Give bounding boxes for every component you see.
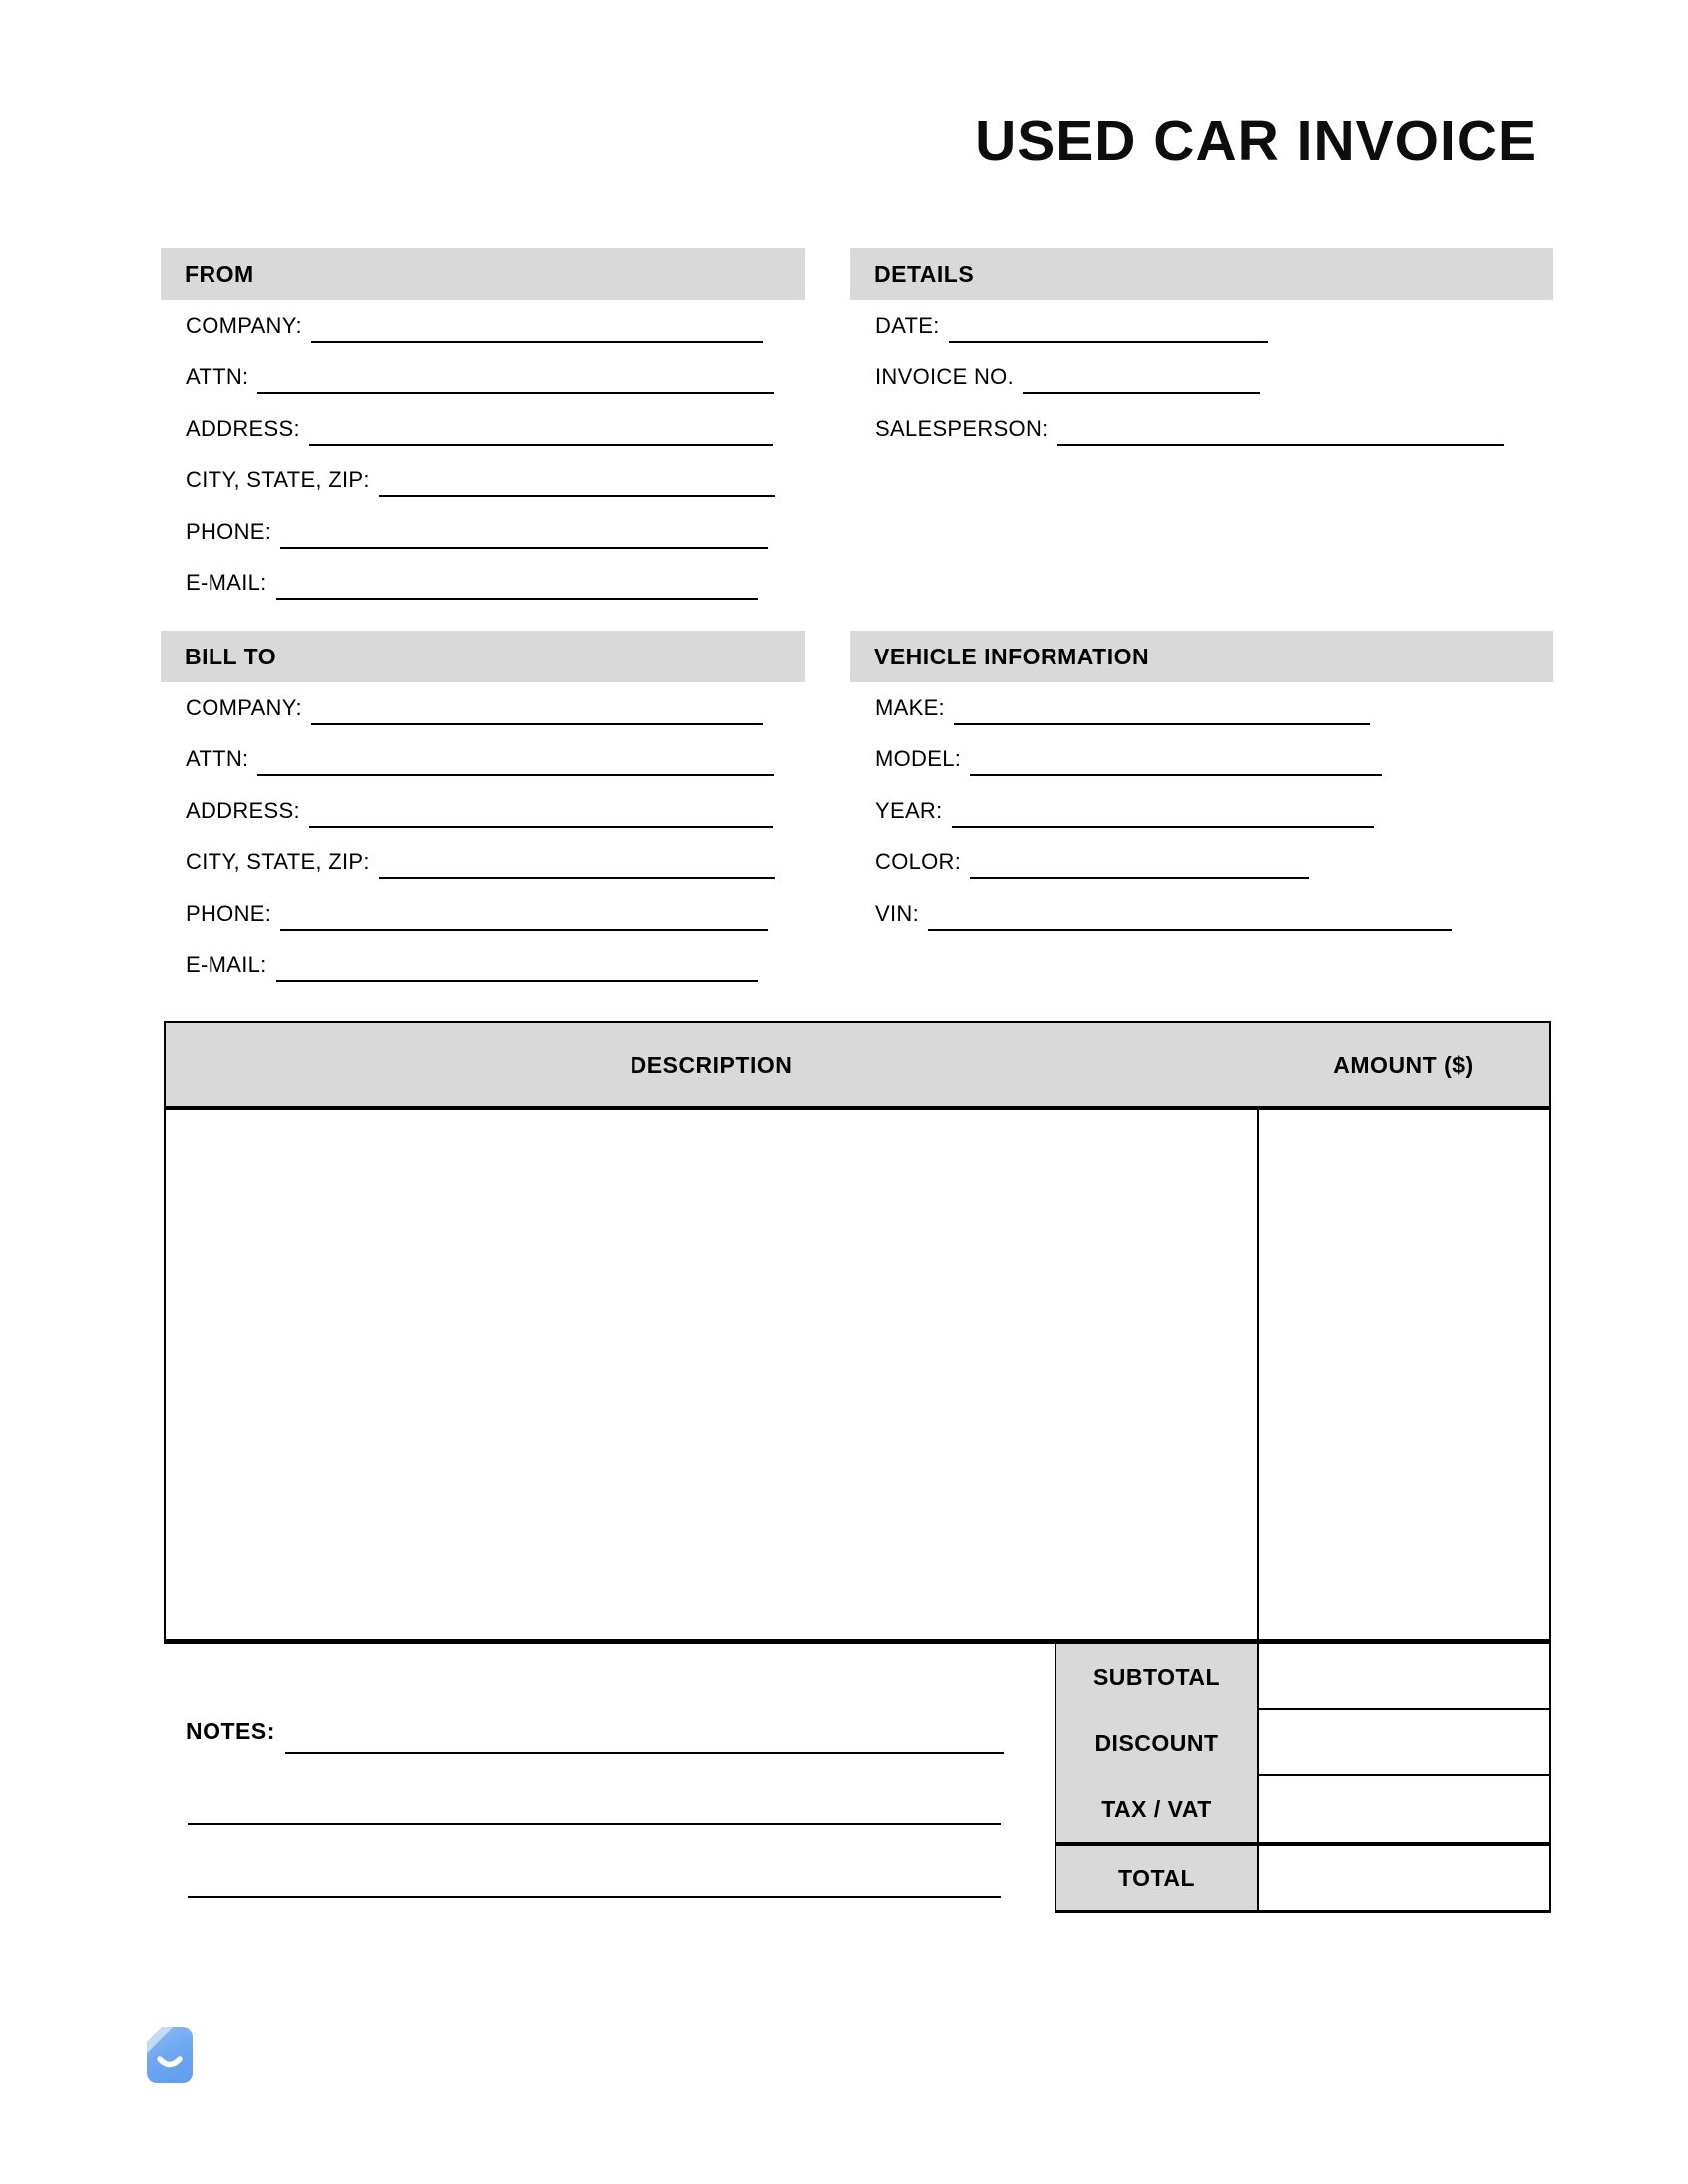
field-label: DATE: — [875, 312, 940, 338]
field-invoice-no — [850, 352, 1553, 404]
field-from-address — [161, 403, 805, 455]
field-label: MAKE: — [875, 694, 945, 720]
field-year — [850, 785, 1553, 837]
field-label: ATTN: — [186, 364, 249, 390]
field-model-input-line[interactable] — [970, 774, 1382, 776]
items-table-body — [166, 1110, 1549, 1639]
field-vin — [850, 888, 1553, 940]
subtotal-value-cell[interactable] — [1257, 1644, 1549, 1710]
notes-input-line-1[interactable] — [285, 1752, 1004, 1754]
field-salesperson — [850, 403, 1553, 455]
totals-row-total — [1056, 1842, 1549, 1910]
totals-row-discount — [1056, 1710, 1549, 1776]
section-header-from: FROM — [161, 248, 805, 300]
totals-table — [1055, 1644, 1551, 1913]
field-date-input-line[interactable] — [949, 341, 1268, 343]
subtotal-label: SUBTOTAL — [1056, 1644, 1257, 1710]
discount-value-cell[interactable] — [1257, 1710, 1549, 1776]
field-billto-address-input-line[interactable] — [309, 826, 773, 828]
field-billto-address — [161, 785, 805, 837]
field-date — [850, 300, 1553, 352]
field-label: MODEL: — [875, 746, 962, 772]
notes-input-line-2[interactable] — [188, 1823, 1001, 1825]
field-from-company-input-line[interactable] — [311, 341, 763, 343]
field-vin-input-line[interactable] — [928, 929, 1452, 931]
field-label: CITY, STATE, ZIP: — [186, 467, 370, 493]
field-from-address-input-line[interactable] — [309, 444, 773, 446]
field-label: YEAR: — [875, 797, 943, 823]
field-from-city-state-zip — [161, 455, 805, 507]
field-billto-phone — [161, 888, 805, 940]
tax-vat-label: TAX / VAT — [1056, 1776, 1257, 1842]
field-year-input-line[interactable] — [952, 826, 1374, 828]
document-smile-logo — [147, 2027, 193, 2083]
field-invoice-no-input-line[interactable] — [1023, 392, 1260, 394]
total-label: TOTAL — [1056, 1846, 1257, 1910]
notes-label: NOTES: — [186, 1717, 275, 1744]
notes-input-line-3[interactable] — [188, 1896, 1001, 1898]
totals-row-subtotal — [1056, 1644, 1549, 1710]
items-table — [164, 1021, 1551, 1644]
field-model — [850, 734, 1553, 786]
description-column-header: DESCRIPTION — [630, 1051, 793, 1078]
field-label: CITY, STATE, ZIP: — [186, 849, 370, 875]
section-details — [850, 248, 1553, 455]
field-billto-company — [161, 682, 805, 734]
section-header-details: DETAILS — [850, 248, 1553, 300]
field-label: PHONE: — [186, 518, 272, 544]
field-label: ATTN: — [186, 746, 249, 772]
total-value-cell[interactable] — [1257, 1846, 1549, 1910]
amount-cell-empty[interactable] — [1257, 1110, 1549, 1639]
field-billto-company-input-line[interactable] — [311, 723, 763, 725]
field-label: COMPANY: — [186, 694, 302, 720]
field-from-email — [161, 558, 805, 610]
tax-vat-value-cell[interactable] — [1257, 1776, 1549, 1842]
field-label: VIN: — [875, 900, 919, 926]
field-label: PHONE: — [186, 900, 272, 926]
description-cell-empty[interactable] — [166, 1110, 1257, 1639]
field-from-attn — [161, 352, 805, 404]
field-billto-phone-input-line[interactable] — [280, 929, 768, 931]
section-header-bill-to: BILL TO — [161, 631, 805, 682]
field-make-input-line[interactable] — [954, 723, 1370, 725]
section-header-vehicle-information: VEHICLE INFORMATION — [850, 631, 1553, 682]
field-label: INVOICE NO. — [875, 364, 1014, 390]
amount-column-header: AMOUNT ($) — [1333, 1051, 1474, 1078]
field-from-phone — [161, 506, 805, 558]
field-label: SALESPERSON: — [875, 415, 1049, 441]
field-billto-city-state-zip — [161, 837, 805, 889]
logo-smile-icon — [147, 2027, 193, 2083]
field-billto-city-input-line[interactable] — [379, 877, 775, 879]
totals-row-tax-vat — [1056, 1776, 1549, 1842]
field-from-attn-input-line[interactable] — [257, 392, 774, 394]
field-color-input-line[interactable] — [970, 877, 1309, 879]
field-label: ADDRESS: — [186, 415, 300, 441]
discount-label: DISCOUNT — [1056, 1710, 1257, 1776]
field-label: COMPANY: — [186, 312, 302, 338]
field-make — [850, 682, 1553, 734]
page-title: USED CAR INVOICE — [975, 109, 1537, 173]
field-label: E-MAIL: — [186, 952, 267, 978]
field-from-city-input-line[interactable] — [379, 495, 775, 497]
section-vehicle-information — [850, 631, 1553, 940]
field-label: ADDRESS: — [186, 797, 300, 823]
field-from-email-input-line[interactable] — [276, 598, 758, 600]
field-from-company — [161, 300, 805, 352]
field-from-phone-input-line[interactable] — [280, 547, 768, 549]
items-table-header — [166, 1023, 1549, 1110]
field-billto-attn-input-line[interactable] — [257, 774, 774, 776]
field-billto-email — [161, 940, 805, 992]
field-salesperson-input-line[interactable] — [1057, 444, 1504, 446]
field-billto-attn — [161, 734, 805, 786]
field-billto-email-input-line[interactable] — [276, 980, 758, 982]
section-bill-to — [161, 631, 805, 991]
field-color — [850, 837, 1553, 889]
field-label: COLOR: — [875, 849, 962, 875]
field-label: E-MAIL: — [186, 570, 267, 596]
section-from — [161, 248, 805, 609]
notes-field — [186, 1708, 1004, 1754]
